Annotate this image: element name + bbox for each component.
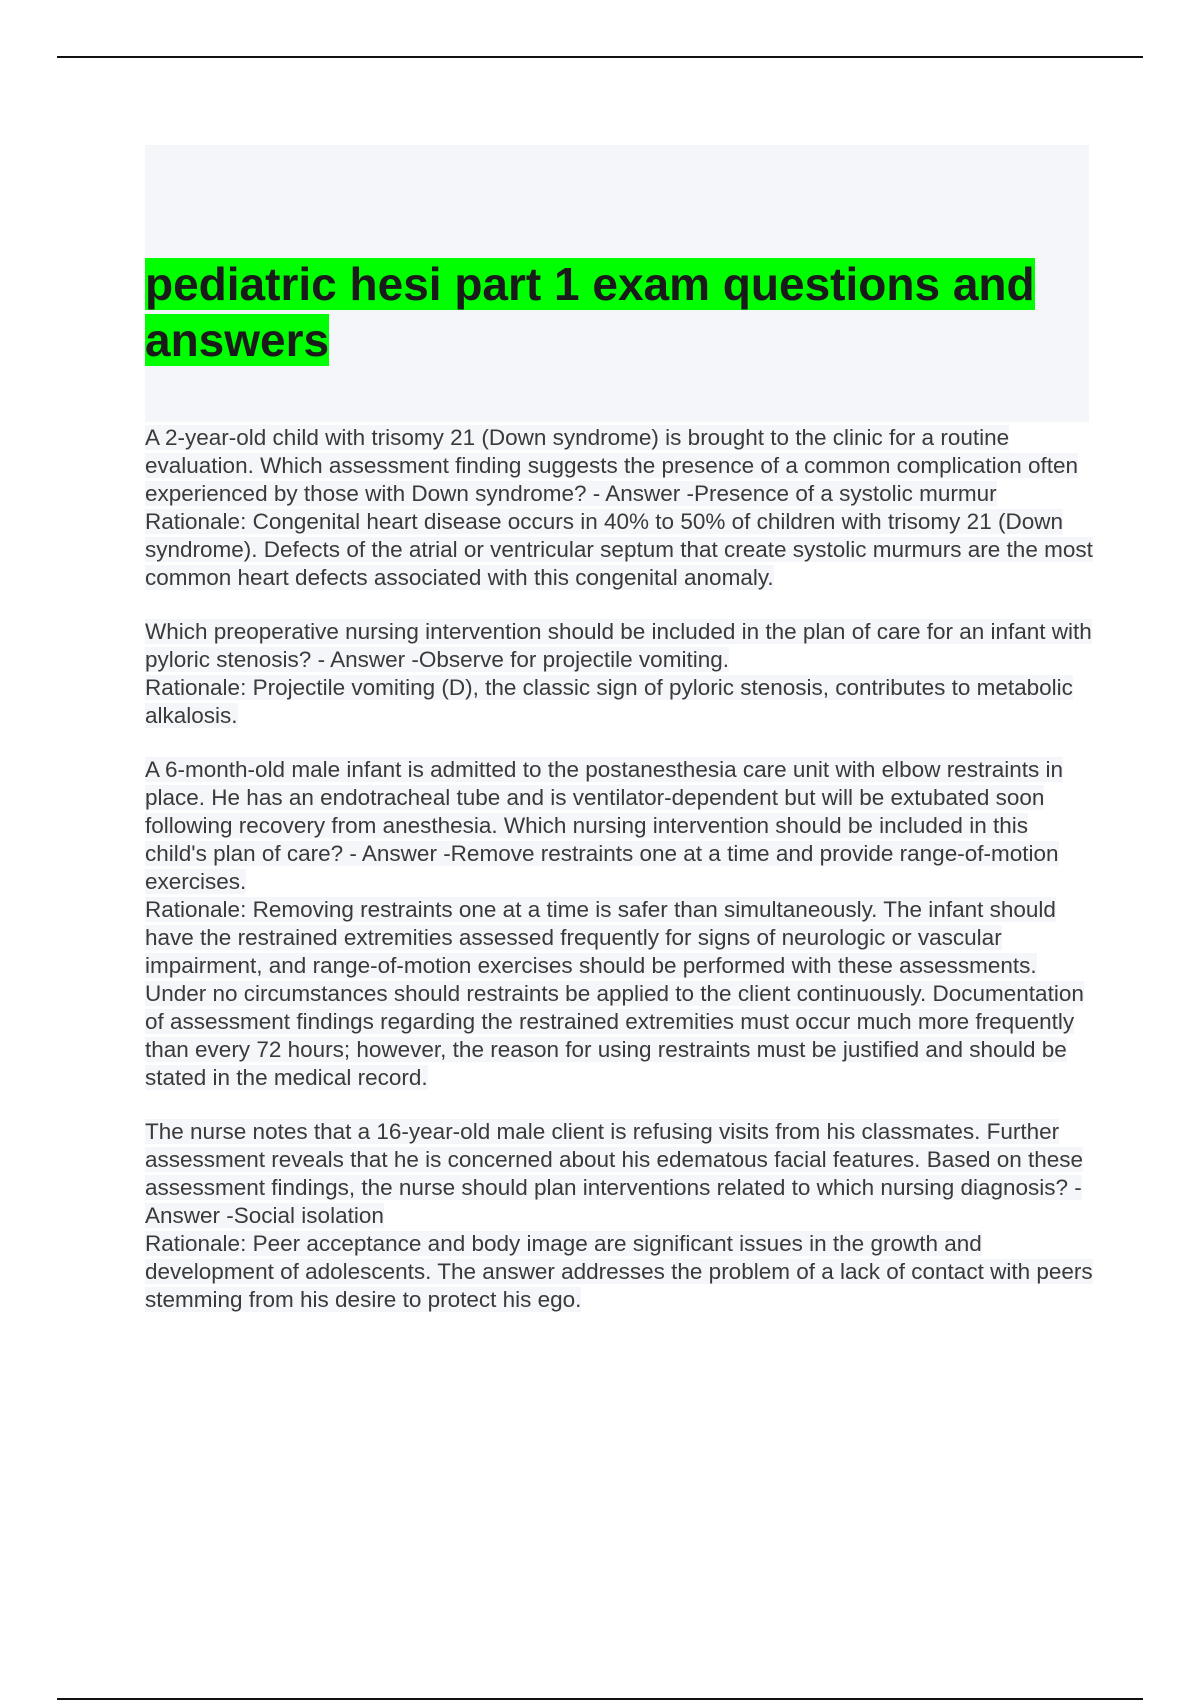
page-top-rule (57, 56, 1143, 58)
qa-item (145, 618, 1095, 730)
rationale-text-content: Rationale: Projectile vomiting (D), the classic sign of pyloric stenosis, contributes to metabolic alkalosis. (145, 675, 1073, 728)
rationale-text-content: Rationale: Peer acceptance and body image are significant issues in the growth and development of adolescents. The answer addresses the problem of a lack of contact with peers stemming from his desire to protect his ego. (145, 1231, 1093, 1312)
rationale-text (145, 1230, 1095, 1314)
qa-item (145, 756, 1095, 1092)
qa-item (145, 1118, 1095, 1314)
qa-item (145, 424, 1095, 592)
document-body (145, 424, 1095, 1340)
question-text (145, 618, 1095, 674)
question-text (145, 756, 1095, 896)
question-text (145, 424, 1095, 508)
question-text-content: A 6-month-old male infant is admitted to the postanesthesia care unit with elbow restraints in place. He has an endotracheal tube and is ventilator-dependent but will be extubated soon following recovery from anesthesia. Which nursing intervention should be included in this child's plan of care? - Answer -Remove restraints one at a time and provide range-of-motion exercises. (145, 757, 1063, 894)
rationale-text (145, 674, 1095, 730)
question-text (145, 1118, 1095, 1230)
title-block (145, 145, 1089, 422)
question-text-content: A 2-year-old child with trisomy 21 (Down syndrome) is brought to the clinic for a routine evaluation. Which assessment finding suggests the presence of a common complication often experienced by those with Down syndrome? - Answer -Presence of a systolic murmur (145, 425, 1079, 506)
question-text-content: The nurse notes that a 16-year-old male client is refusing visits from his classmates. Further assessment reveals that he is concerned about his edematous facial features. Based on these assessment findings, the nurse should plan interventions related to which nursing diagnosis? - Answer -Social isolation (145, 1119, 1084, 1228)
question-text-content: Which preoperative nursing intervention should be included in the plan of care for an infant with pyloric stenosis? - Answer -Observe for projectile vomiting. (145, 619, 1092, 672)
rationale-text-content: Rationale: Removing restraints one at a time is safer than simultaneously. The infant should have the restrained extremities assessed frequently for signs of neurologic or vascular impairment, and range-of-motion exercises should be performed with these assessments. Under no circumstances should restraints be applied to the client continuously. Documentation of assessment findings regarding the restrained extremities must occur much more frequently than every 72 hours; however, the reason for using restraints must be justified and should be stated in the medical record. (145, 897, 1084, 1090)
rationale-text-content: Rationale: Congenital heart disease occurs in 40% to 50% of children with trisomy 21 (Down syndrome). Defects of the atrial or ventricular septum that create systolic murmurs are the most common heart defects associated with this congenital anomaly. (145, 509, 1093, 590)
rationale-text (145, 896, 1095, 1092)
page-title (145, 256, 1089, 368)
page-title-text: pediatric hesi part 1 exam questions and answers (145, 258, 1035, 366)
rationale-text (145, 508, 1095, 592)
